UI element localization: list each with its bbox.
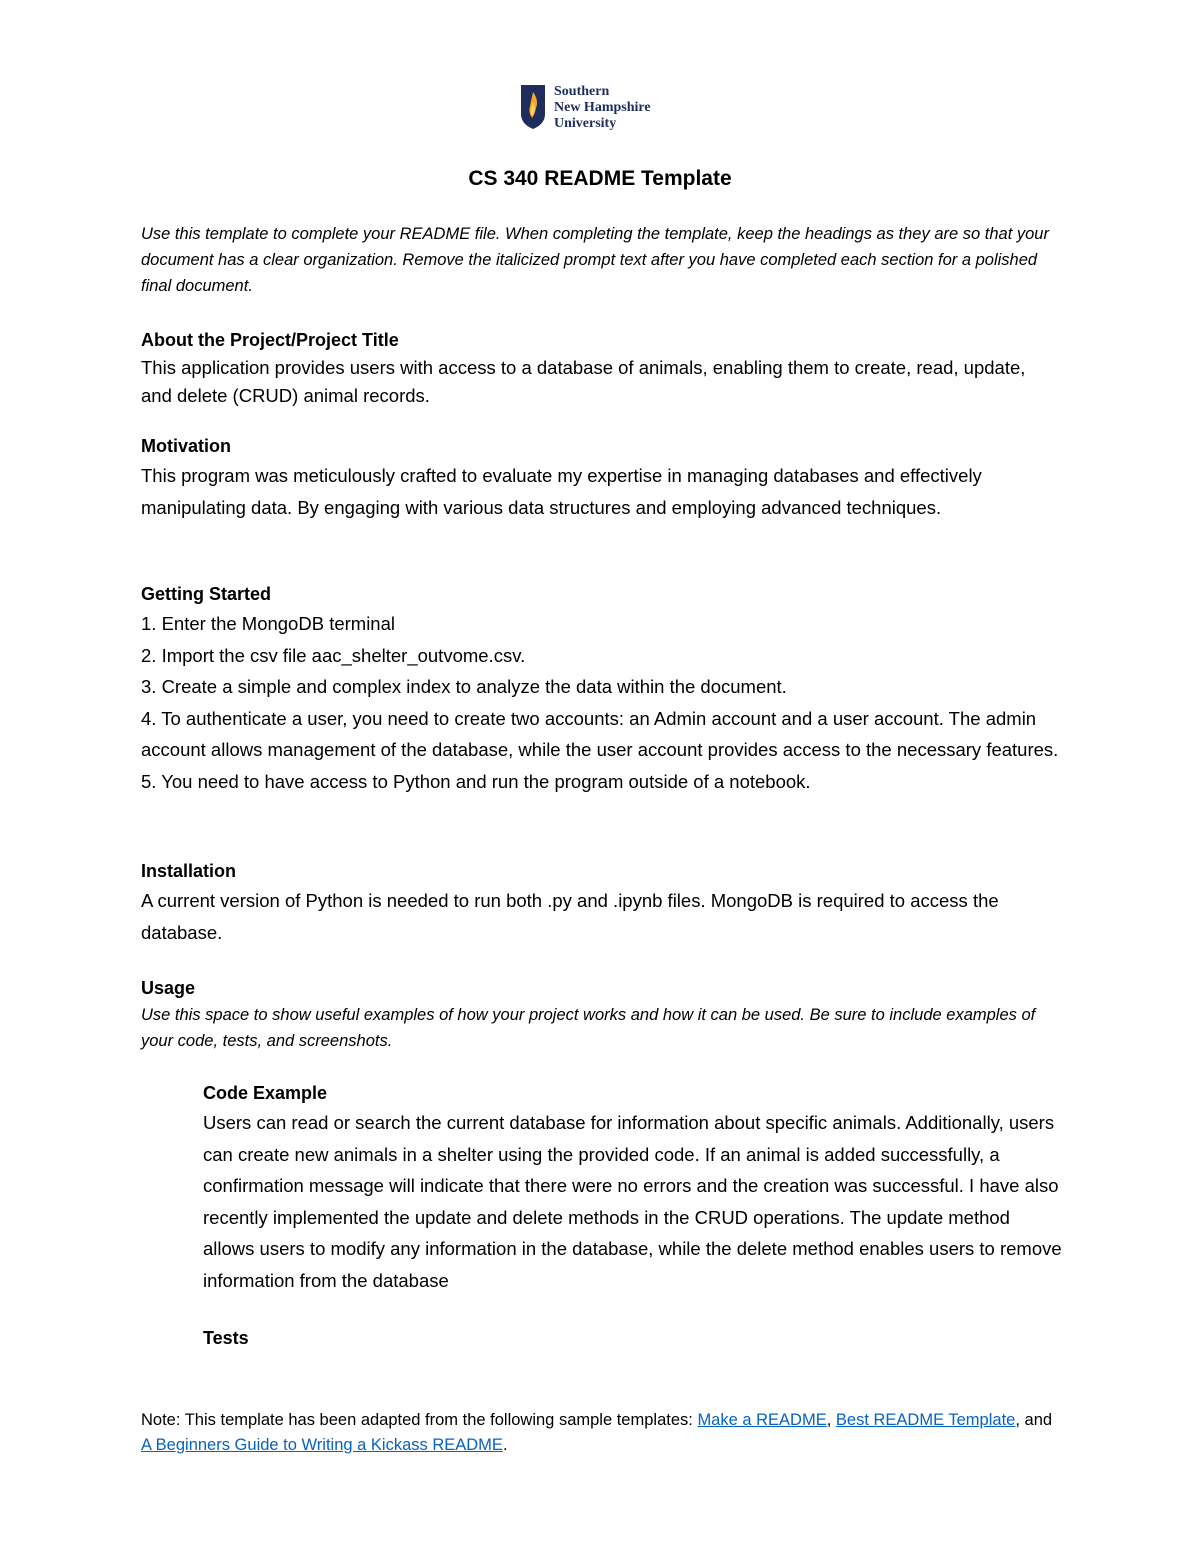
logo-wordmark bbox=[554, 84, 651, 132]
usage-text: Use this space to show useful examples of how your project works and how it can be used. Be sure to include examples of your code, tests, and screenshots. bbox=[141, 1006, 1036, 1050]
usage-heading: Usage bbox=[141, 978, 196, 998]
best-readme-template-link[interactable]: Best README Template bbox=[835, 1411, 1016, 1429]
university-logo bbox=[520, 84, 651, 132]
getting-started-section bbox=[141, 580, 1061, 797]
note-separator-1: , bbox=[826, 1411, 836, 1429]
note-separator-2: , and bbox=[1015, 1411, 1053, 1429]
motivation-section bbox=[141, 432, 1061, 523]
tests-heading: Tests bbox=[203, 1328, 249, 1348]
note-suffix: . bbox=[502, 1436, 508, 1454]
code-example-heading: Code Example bbox=[203, 1083, 328, 1103]
document-title: CS 340 README Template bbox=[468, 167, 732, 190]
step-4: 4. To authenticate a user, you need to create two accounts: an Admin account and a user account. The admin account allows management of the database, while the user account provides access to the necessary features. bbox=[141, 707, 1059, 760]
logo-line-1: Southern bbox=[554, 84, 610, 99]
installation-section bbox=[141, 857, 1061, 948]
step-3: 3. Create a simple and complex index to analyze the data within the document. bbox=[141, 676, 787, 697]
footer-note bbox=[141, 1408, 1061, 1458]
about-section bbox=[141, 326, 1061, 410]
about-text: This application provides users with access to a database of animals, enabling them to create, read, update, and delete (CRUD) animal records. bbox=[141, 357, 1026, 406]
motivation-text: This program was meticulously crafted to evaluate my expertise in managing databases and effectively manipulating data. By engaging with various data structures and employing advanced techniques. bbox=[141, 465, 982, 518]
make-a-readme-link[interactable]: Make a README bbox=[697, 1411, 827, 1429]
logo-line-3: University bbox=[554, 116, 617, 131]
step-2: 2. Import the csv file aac_shelter_outvome.csv. bbox=[141, 644, 526, 666]
beginners-guide-link[interactable]: A Beginners Guide to Writing a Kickass README bbox=[141, 1436, 503, 1454]
flame-shield-icon bbox=[520, 84, 546, 130]
note-prefix: Note: This template has been adapted from the following sample templates: bbox=[141, 1411, 698, 1429]
motivation-heading: Motivation bbox=[141, 436, 231, 456]
installation-heading: Installation bbox=[141, 861, 237, 881]
step-1: 1. Enter the MongoDB terminal bbox=[141, 613, 395, 634]
step-5: 5. You need to have access to Python and run the program outside of a notebook. bbox=[141, 770, 811, 792]
code-example-text: Users can read or search the current database for information about specific animals. Additionally, users can create new animals in a shelter using the provided code. If an animal is added successfully, a confirmation message will indicate that there were no errors and the creation was successful. I have also recently implemented the update and delete methods in the CRUD operations. The update method allows users to modify any information in the database, while the delete method enables users to remove information from the database bbox=[203, 1112, 1062, 1291]
code-example-section bbox=[203, 1079, 1063, 1296]
about-heading: About the Project/Project Title bbox=[141, 330, 399, 350]
logo-line-2: New Hampshire bbox=[554, 100, 651, 115]
tests-section bbox=[203, 1324, 1063, 1352]
usage-section bbox=[141, 974, 1061, 1054]
intro-instructions: Use this template to complete your README file. When completing the template, keep the headings as they are so that your document has a clear organization. Remove the italicized prompt text after you have completed each section for a polished final document. bbox=[141, 225, 1049, 295]
getting-started-heading: Getting Started bbox=[141, 584, 272, 604]
installation-text: A current version of Python is needed to run both .py and .ipynb files. MongoDB is required to access the database. bbox=[141, 890, 999, 943]
